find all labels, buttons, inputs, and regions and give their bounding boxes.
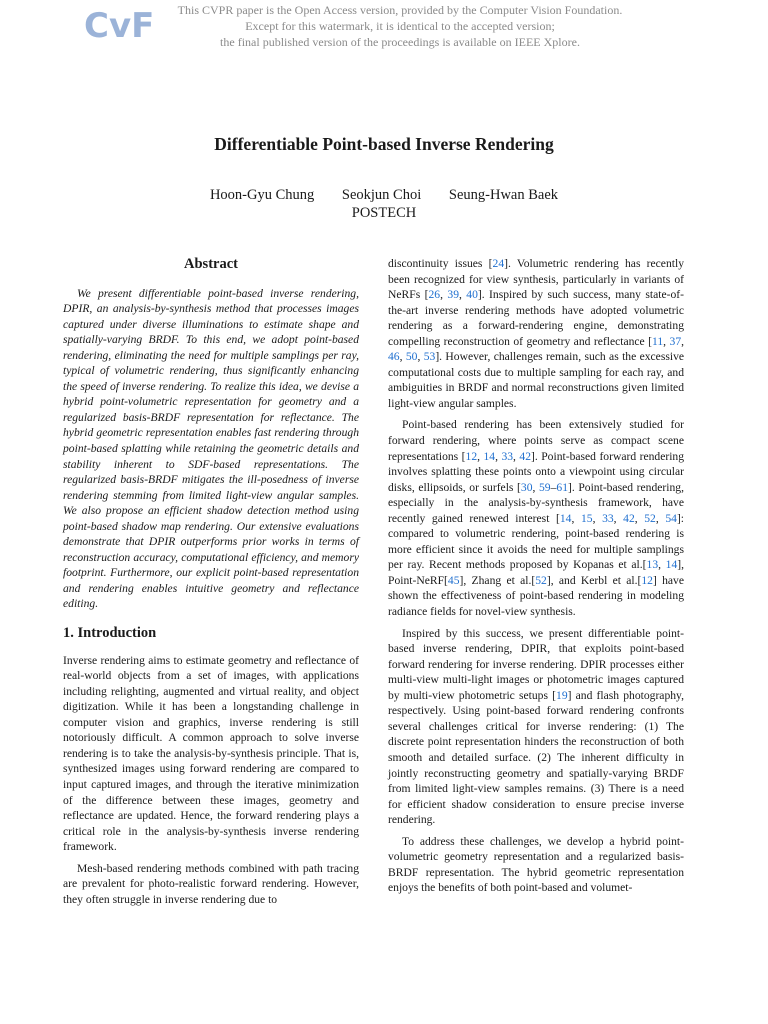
author-block — [0, 186, 768, 222]
watermark-line: Except for this watermark, it is identical to the accepted version; — [245, 19, 555, 33]
citation-link[interactable]: 19 — [556, 688, 568, 702]
cvf-logo — [84, 6, 155, 46]
citation-link[interactable]: 42 — [623, 511, 635, 525]
abstract-text: We present differentiable point-based inverse rendering, DPIR, an analysis-by-synthesis method that processes images captured under diverse illuminations to estimate shape and spatially-varying BRDF. To this end, we adopt point-based rendering, eliminating the need for multiple samplings per ray, typical of volumetric rendering, thus significantly enhancing the speed of inverse rendering. To realize this idea, we devise a hybrid point-volumetric representation for geometry and a regularized basis-BRDF representation for reflectance. The hybrid geometric representation enables fast rendering through point-based splatting while retaining the geometric details and stability inherent to SDF-based representations. The regularized basis-BRDF mitigates the ill-posedness of inverse rendering stemming from limited light-view angular samples. We also propose an efficient shadow detection method using point-based shadow map rendering. Our extensive evaluations demonstrate that DPIR outperforms prior works in terms of reconstruction accuracy, computational efficiency, and memory footprint. Furthermore, our explicit point-based representation and rendering enables intuitive geometry and reflectance editing. — [63, 286, 359, 611]
author-names — [0, 186, 768, 204]
citation-link[interactable]: 33 — [602, 511, 614, 525]
citation-link[interactable]: 50 — [405, 350, 418, 364]
citation-link[interactable]: 14 — [483, 449, 496, 463]
citation-link[interactable]: 46 — [388, 350, 400, 364]
citation-link[interactable]: 40 — [466, 288, 478, 302]
citation-link[interactable]: 24 — [492, 257, 505, 270]
citation-link[interactable]: 14 — [559, 511, 572, 525]
citation-link[interactable]: 53 — [423, 350, 436, 364]
author-name: Hoon-Gyu Chung — [209, 187, 315, 203]
watermark-line: This CVPR paper is the Open Access version, provided by the Computer Vision Foundation. — [177, 3, 623, 17]
citation-link[interactable]: 52 — [644, 511, 656, 525]
citation-link[interactable]: 54 — [665, 511, 677, 525]
body-paragraph: Inspired by this success, we present differentiable point-based inverse rendering, DPIR, that exploits point-based forward rendering for inverse rendering. DPIR processes either multi-view multi-light images or photometric images captured by multi-view photometric setups [19] and flash photography, respectively. Using point-based forward rendering confronts several challenges critical for inverse rendering: (1) The discrete point representation hinders the reconstruction of both smooth and detailed surface. (2) The inherent difficulty in jointly reconstructing geometry and spatially-varying BRDF from limited light-view samples remains. (3) There is a need for efficient shadow consideration to ensure precise inverse rendering. — [388, 626, 684, 827]
body-paragraph: Point-based rendering has been extensively studied for forward rendering, where points serve as compact scene representations [12, 14, 33, 42]. Point-based forward rendering involves splatting these points onto a viewpoint using circular disks, ellipsoids, or surfels [30, 59–61]. Point-based rendering, especially in the analysis-by-synthesis framework, have recently gained renewed interest [14, 15, 33, 42, 52, 54]: compared to volumetric rendering, point-based rendering is more efficient since it avoids the need for multiple samplings per ray. Recent methods proposed by Kopanas et al.[13, 14], Point-NeRF[45], Zhang et al.[52], and Kerbl et al.[12] have shown the effectiveness of point-based rendering in modeling radiance fields for novel-view synthesis. — [388, 418, 685, 619]
intro-paragraph: Mesh-based rendering methods combined with path tracing are prevalent for photo-realistic forward rendering. However, they often struggle in inverse rendering due to — [63, 861, 359, 906]
intro-paragraph: Inverse rendering aims to estimate geometry and reflectance of real-world objects from a set of images, with applications including relighting, augmented and virtual reality, and object digitization. While it has been a longstanding challenge in computer vision and graphics, inverse rendering is still notoriously difficult. A common approach to solve inverse rendering is to take the analysis-by-synthesis principle. That is, synthesized images using forward rendering are compared to input captured images, and through the iterative minimization of the difference between these images, geometry and reflectance are updated. Hence, the forward rendering plays a critical role in the analysis-by-synthesis inverse rendering framework. — [63, 653, 359, 854]
right-column — [388, 256, 684, 896]
section-heading: 1. Introduction — [63, 625, 157, 642]
citation-link[interactable]: 15 — [580, 511, 593, 525]
affiliation: POSTECH — [351, 205, 417, 221]
citation-link[interactable]: 11 — [652, 334, 664, 348]
citation-link[interactable]: 26 — [428, 288, 441, 302]
watermark-line: the final published version of the proceedings is available on IEEE Xplore. — [220, 35, 580, 49]
citation-link[interactable]: 13 — [646, 558, 659, 572]
citation-link[interactable]: 59 — [539, 480, 551, 494]
left-column — [63, 256, 359, 907]
citation-link[interactable]: 12 — [465, 449, 478, 463]
citation-link[interactable]: 52 — [535, 573, 547, 587]
author-name: Seung-Hwan Baek — [448, 187, 559, 203]
body-paragraph: discontinuity issues [24]. Volumetric rendering has recently been recognized for view synthesis, particularly in variants of NeRFs [26, 39, 40]. Inspired by such success, many state-of-the-art inverse rendering methods have adopted volumetric rendering as a forward-rendering engine, demonstrating compelling reconstruction of geometry and reflectance [11, 37, 46, 50, 53]. However, challenges remain, such as the excessive computational costs due to multiple sampling for each ray, and ambiguities in BRDF and normal reconstructions given limited light-view angular samples. — [388, 257, 685, 410]
citation-link[interactable]: 42 — [519, 449, 532, 463]
svg-text:CvF: CvF — [84, 6, 155, 46]
citation-link[interactable]: 33 — [501, 449, 514, 463]
abstract-heading: Abstract — [184, 256, 238, 272]
citation-link[interactable]: 39 — [447, 288, 459, 302]
body-paragraph: To address these challenges, we develop a hybrid point-volumetric geometry representation and a regularized basis-BRDF representation. The hybrid geometric representation enjoys the benefits of both point-based and volumet- — [388, 834, 684, 895]
citation-link[interactable]: 61 — [556, 480, 568, 494]
author-name: Seokjun Choi — [341, 187, 422, 203]
citation-link[interactable]: 30 — [520, 480, 533, 494]
citation-link[interactable]: 37 — [669, 334, 682, 348]
citation-link[interactable]: 45 — [447, 573, 460, 587]
watermark — [150, 2, 650, 50]
citation-link[interactable]: 14 — [665, 558, 678, 572]
citation-link[interactable]: 12 — [641, 573, 653, 587]
paper-title: Differentiable Point-based Inverse Rendering — [214, 134, 554, 154]
